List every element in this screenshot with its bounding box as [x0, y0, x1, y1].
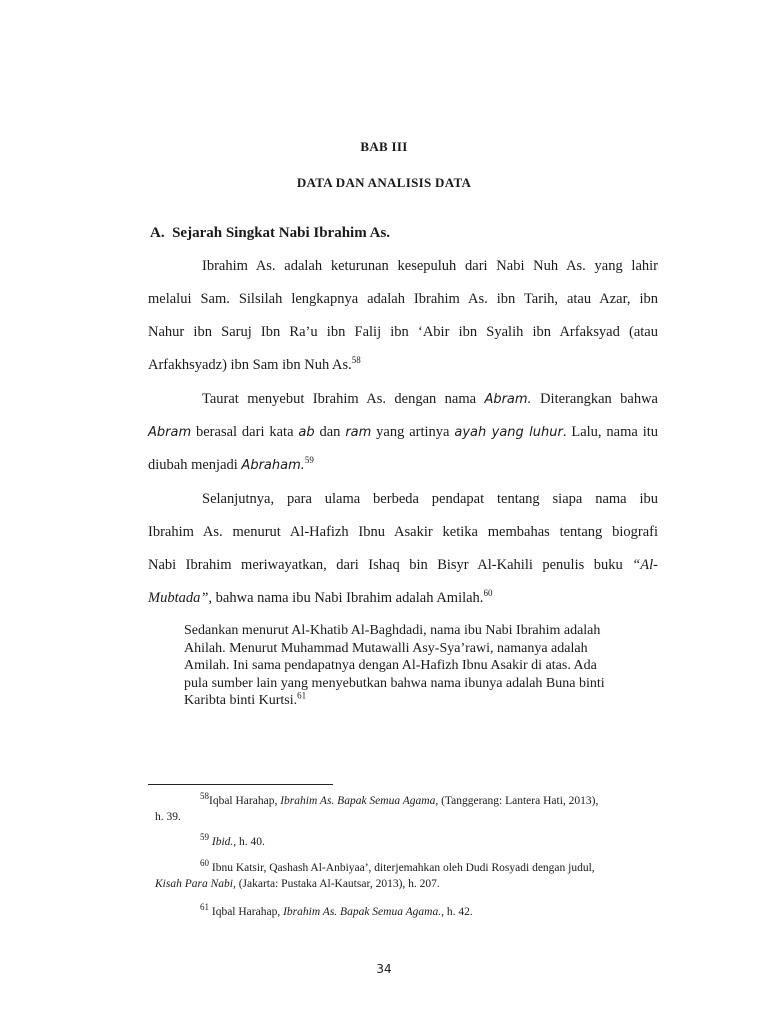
text-fragment: , h. 40. [233, 836, 265, 848]
text-fragment: Karibta binti Kurtsi. [184, 693, 298, 708]
paragraph-3 [148, 483, 658, 615]
paragraph-2 [148, 383, 658, 482]
footnote-60 [155, 860, 655, 892]
footnote-line [155, 793, 655, 809]
footnote-divider [148, 784, 333, 785]
italic-term: ayah yang luhur [454, 425, 563, 440]
text-fragment: Iqbal Harahap, [209, 795, 281, 807]
text-fragment: Nabi Ibrahim meriwayatkan, dari Ishaq bin Bisyr Al-Kahili penulis buku [148, 557, 633, 573]
text-fragment: Arfakhsyadz) ibn Sam ibn Nuh As. [148, 357, 352, 373]
text-fragment: bahwa nama ibu Nabi Ibrahim adalah Amilah. [212, 590, 484, 606]
italic-term: ram [345, 425, 372, 440]
text-fragment: Iqbal Harahap, [211, 906, 284, 918]
text-fragment: dan [314, 424, 346, 440]
paragraph-1 [148, 250, 658, 382]
footnote-58 [155, 793, 655, 825]
footnote-59 [155, 834, 655, 850]
italic-term: Ibrahim As. Bapak Semua Agama, [280, 795, 439, 807]
footnote-61 [155, 904, 655, 920]
footnote-number: 61 [200, 902, 209, 913]
text-line [148, 383, 658, 416]
italic-term: Abraham. [241, 458, 305, 473]
text-fragment: . Lalu, nama itu [562, 424, 659, 440]
text-fragment: , h. 42. [441, 906, 473, 918]
page-number: 34 [376, 962, 392, 976]
quote-line: Sedankan menurut Al-Khatib Al-Baghdadi, nama ibu Nabi Ibrahim adalah [184, 623, 601, 638]
quote-line: pula sumber lain yang menyebutkan bahwa nama ibunya adalah Buna binti [184, 675, 605, 691]
text-line: Ibrahim As. adalah keturunan kesepuluh dari Nabi Nuh As. yang lahir [202, 258, 658, 274]
text-fragment: Taurat menyebut Ibrahim As. dengan nama [202, 391, 485, 407]
italic-term: “Al- [632, 557, 658, 573]
quote-line: Ahilah. Menurut Muhammad Mutawalli Asy-Sya’rawi, namanya adalah [184, 640, 588, 656]
text-line [148, 549, 658, 582]
footnote-line [155, 904, 655, 920]
footnote-number: 60 [200, 858, 209, 869]
italic-term: Mubtada”, [148, 590, 213, 606]
text-line: Ibrahim As. menurut Al-Hafizh Ibnu Asakir ketika membahas tentang biografi [148, 524, 658, 540]
footnote-ref: 60 [483, 588, 493, 599]
italic-term: Abram [148, 425, 192, 440]
text-fragment: Diterangkan bahwa [531, 391, 658, 407]
text-fragment: berasal dari kata [191, 424, 299, 440]
italic-term: Ibid. [211, 836, 234, 848]
quote-line: Amilah. Ini sama pendapatnya dengan Al-Hafizh Ibnu Asakir di atas. Ada [184, 658, 597, 673]
text-fragment: Ibnu Katsir, Qashash Al-Anbiyaa’, diterjemahkan oleh Dudi Rosyadi dengan judul, [211, 862, 595, 874]
footnote-line [155, 876, 655, 892]
section-title: Sejarah Singkat Nabi Ibrahim As. [172, 225, 391, 241]
section-heading [150, 225, 390, 242]
text-line: Selanjutnya, para ulama berbeda pendapat tentang siapa nama ibu [202, 491, 658, 507]
italic-term: Abram. [484, 392, 532, 407]
footnote-ref: 59 [304, 455, 314, 466]
footnote-line [155, 834, 655, 850]
chapter-number: BAB III [360, 139, 408, 154]
text-fragment: (Tanggerang: Lantera Hati, 2013), [438, 795, 599, 807]
block-quote [184, 622, 654, 710]
text-line [148, 349, 658, 382]
italic-term: Ibrahim As. Bapak Semua Agama. [283, 906, 442, 918]
text-fragment: yang artinya [371, 424, 455, 440]
footnote-line: h. 39. [155, 811, 181, 823]
chapter-title: DATA DAN ANALISIS DATA [296, 175, 472, 190]
text-line [148, 582, 658, 615]
section-label: A. [150, 225, 165, 241]
footnote-number: 59 [200, 832, 209, 843]
text-line [148, 449, 658, 482]
italic-term: ab [298, 425, 315, 440]
footnote-number: 58 [200, 791, 209, 802]
footnote-ref: 61 [297, 690, 307, 701]
text-line: Nahur ibn Saruj Ibn Ra’u ibn Falij ibn ‘Abir ibn Syalih ibn Arfaksyad (atau [148, 324, 658, 340]
text-fragment: (Jakarta: Pustaka Al-Kautsar, 2013), h. 207. [235, 878, 440, 890]
text-fragment: diubah menjadi [148, 457, 242, 473]
footnote-ref: 58 [351, 355, 361, 366]
text-line: melalui Sam. Silsilah lengkapnya adalah Ibrahim As. ibn Tarih, atau Azar, ibn [148, 291, 658, 307]
quote-line [184, 692, 654, 710]
footnote-line [155, 860, 655, 876]
italic-term: Kisah Para Nabi, [155, 878, 236, 890]
text-line [148, 416, 658, 449]
